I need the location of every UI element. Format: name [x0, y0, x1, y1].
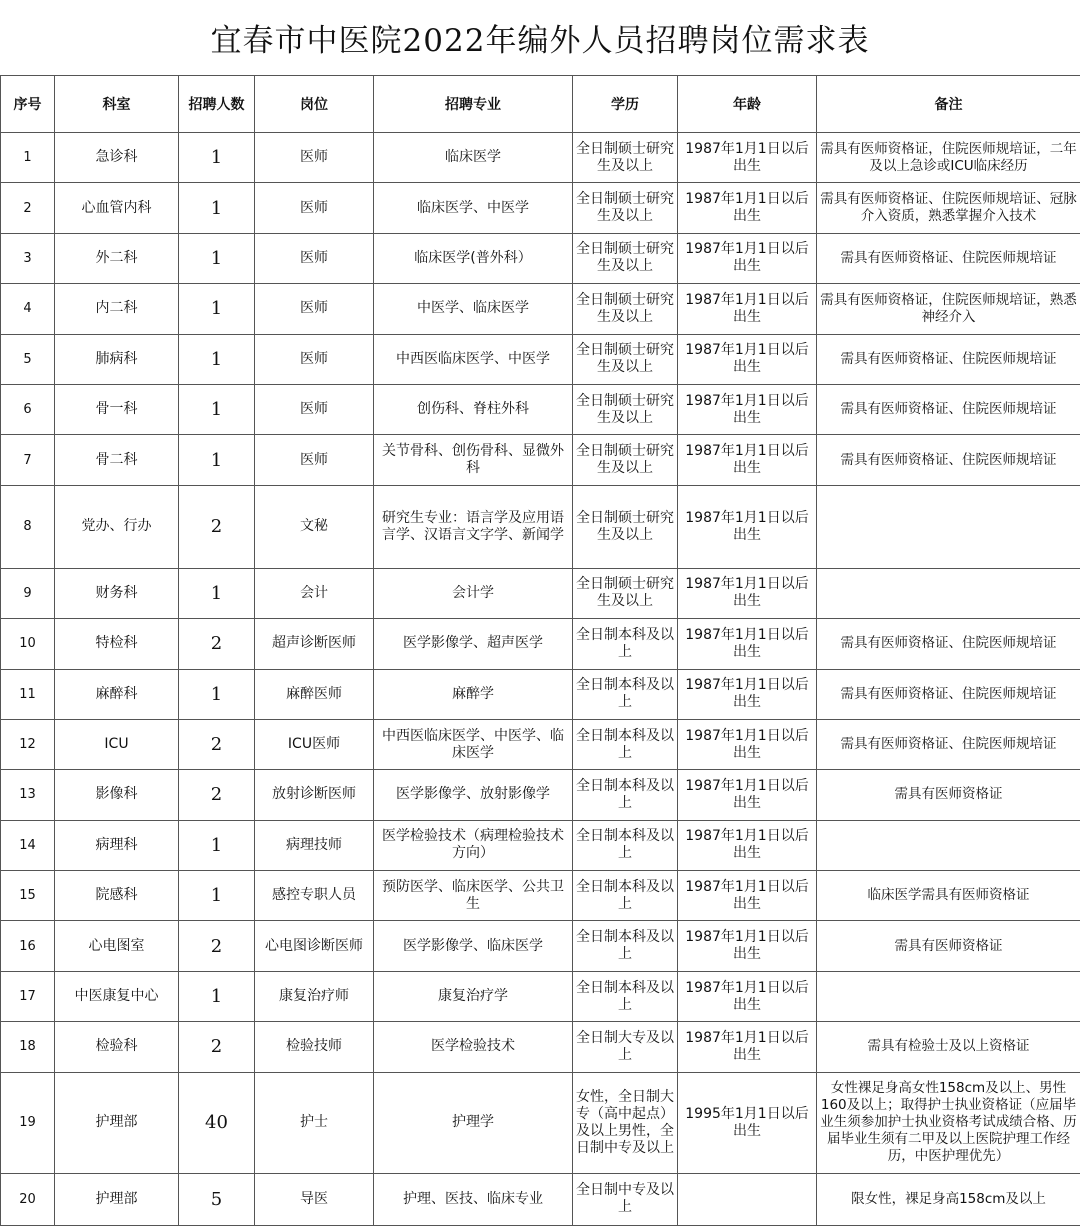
cell-major: 中西医临床医学、中医学 — [374, 334, 573, 384]
cell-post: 会计 — [255, 568, 374, 618]
cell-dept: 护理部 — [55, 1072, 179, 1173]
cell-major: 研究生专业：语言学及应用语言学、汉语言文字学、新闻学 — [374, 485, 573, 568]
cell-edu: 全日制硕士研究生及以上 — [573, 233, 678, 283]
cell-major: 医学影像学、超声医学 — [374, 619, 573, 669]
cell-seq: 7 — [1, 435, 55, 485]
cell-age: 1987年1月1日以后出生 — [678, 284, 817, 334]
cell-note: 需具有医师资格证 — [817, 921, 1080, 971]
cell-dept: 特检科 — [55, 619, 179, 669]
cell-age: 1987年1月1日以后出生 — [678, 233, 817, 283]
cell-note: 需具有医师资格证、住院医师规培证 — [817, 233, 1080, 283]
cell-major: 护理学 — [374, 1072, 573, 1173]
cell-seq: 20 — [1, 1173, 55, 1225]
cell-dept: 内二科 — [55, 284, 179, 334]
cell-seq: 1 — [1, 133, 55, 183]
cell-major: 医学影像学、临床医学 — [374, 921, 573, 971]
cell-note: 需具有医师资格证 — [817, 770, 1080, 820]
cell-post: ICU医师 — [255, 719, 374, 769]
header-major: 招聘专业 — [374, 76, 573, 133]
header-post: 岗位 — [255, 76, 374, 133]
cell-dept: 影像科 — [55, 770, 179, 820]
cell-post: 医师 — [255, 233, 374, 283]
cell-count: 1 — [179, 284, 255, 334]
cell-post: 导医 — [255, 1173, 374, 1225]
cell-major: 会计学 — [374, 568, 573, 618]
cell-edu: 全日制硕士研究生及以上 — [573, 284, 678, 334]
cell-major: 临床医学 — [374, 133, 573, 183]
cell-post: 医师 — [255, 183, 374, 233]
cell-note: 需具有医师资格证，住院医师规培证，熟悉神经介入 — [817, 284, 1080, 334]
header-edu: 学历 — [573, 76, 678, 133]
cell-note — [817, 485, 1080, 568]
cell-edu: 全日制本科及以上 — [573, 820, 678, 870]
page-title: 宜春市中医院2022年编外人员招聘岗位需求表 — [0, 0, 1080, 76]
cell-dept: 院感科 — [55, 871, 179, 921]
table-row — [1, 485, 1080, 568]
cell-seq: 14 — [1, 820, 55, 870]
cell-note: 女性裸足身高女性158cm及以上、男性160及以上；取得护士执业资格证（应届毕业生须参加护士执业资格考试成绩合格、历届毕业生须有二甲及以上医院护理工作经历，中医护理优先） — [817, 1072, 1080, 1173]
cell-age: 1987年1月1日以后出生 — [678, 820, 817, 870]
cell-dept: 急诊科 — [55, 133, 179, 183]
cell-age: 1987年1月1日以后出生 — [678, 619, 817, 669]
cell-dept: 肺病科 — [55, 334, 179, 384]
table-row — [1, 820, 1080, 870]
cell-seq: 2 — [1, 183, 55, 233]
cell-dept: 心电图室 — [55, 921, 179, 971]
cell-post: 检验技师 — [255, 1022, 374, 1072]
cell-edu: 全日制硕士研究生及以上 — [573, 485, 678, 568]
cell-dept: 党办、行办 — [55, 485, 179, 568]
cell-note: 需具有医师资格证、住院医师规培证 — [817, 384, 1080, 434]
cell-post: 文秘 — [255, 485, 374, 568]
table-row — [1, 921, 1080, 971]
header-count: 招聘人数 — [179, 76, 255, 133]
cell-age: 1987年1月1日以后出生 — [678, 334, 817, 384]
cell-edu: 全日制本科及以上 — [573, 619, 678, 669]
cell-age: 1987年1月1日以后出生 — [678, 921, 817, 971]
cell-age — [678, 1173, 817, 1225]
cell-count: 1 — [179, 568, 255, 618]
cell-post: 护士 — [255, 1072, 374, 1173]
cell-count: 2 — [179, 921, 255, 971]
cell-seq: 16 — [1, 921, 55, 971]
table-row — [1, 384, 1080, 434]
cell-seq: 6 — [1, 384, 55, 434]
cell-edu: 全日制硕士研究生及以上 — [573, 568, 678, 618]
cell-count: 1 — [179, 871, 255, 921]
cell-note: 限女性，裸足身高158cm及以上 — [817, 1173, 1080, 1225]
header-note: 备注 — [817, 76, 1080, 133]
cell-dept: 骨一科 — [55, 384, 179, 434]
cell-edu: 女性，全日制大专（高中起点）及以上男性，全日制中专及以上 — [573, 1072, 678, 1173]
header-dept: 科室 — [55, 76, 179, 133]
cell-note: 需具有医师资格证，住院医师规培证，二年及以上急诊或ICU临床经历 — [817, 133, 1080, 183]
cell-count: 2 — [179, 719, 255, 769]
cell-major: 中西医临床医学、中医学、临床医学 — [374, 719, 573, 769]
cell-note: 需具有检验士及以上资格证 — [817, 1022, 1080, 1072]
recruitment-table — [0, 75, 1080, 1226]
cell-seq: 15 — [1, 871, 55, 921]
cell-post: 医师 — [255, 435, 374, 485]
cell-count: 1 — [179, 384, 255, 434]
cell-edu: 全日制本科及以上 — [573, 770, 678, 820]
cell-note: 需具有医师资格证、住院医师规培证、冠脉介入资质，熟悉掌握介入技术 — [817, 183, 1080, 233]
cell-count: 40 — [179, 1072, 255, 1173]
table-row — [1, 284, 1080, 334]
cell-dept: ICU — [55, 719, 179, 769]
table-row — [1, 1022, 1080, 1072]
cell-edu: 全日制硕士研究生及以上 — [573, 435, 678, 485]
cell-edu: 全日制本科及以上 — [573, 971, 678, 1021]
cell-dept: 病理科 — [55, 820, 179, 870]
cell-age: 1987年1月1日以后出生 — [678, 568, 817, 618]
table-row — [1, 133, 1080, 183]
cell-note: 需具有医师资格证、住院医师规培证 — [817, 435, 1080, 485]
cell-count: 1 — [179, 435, 255, 485]
table-row — [1, 183, 1080, 233]
cell-seq: 13 — [1, 770, 55, 820]
cell-seq: 9 — [1, 568, 55, 618]
table-row — [1, 619, 1080, 669]
cell-dept: 心血管内科 — [55, 183, 179, 233]
cell-seq: 18 — [1, 1022, 55, 1072]
cell-age: 1995年1月1日以后出生 — [678, 1072, 817, 1173]
cell-count: 1 — [179, 133, 255, 183]
cell-edu: 全日制本科及以上 — [573, 871, 678, 921]
table-row — [1, 971, 1080, 1021]
cell-age: 1987年1月1日以后出生 — [678, 384, 817, 434]
table-row — [1, 1072, 1080, 1173]
cell-count: 5 — [179, 1173, 255, 1225]
cell-note: 需具有医师资格证、住院医师规培证 — [817, 719, 1080, 769]
cell-dept: 护理部 — [55, 1173, 179, 1225]
table-row — [1, 233, 1080, 283]
cell-seq: 8 — [1, 485, 55, 568]
cell-seq: 17 — [1, 971, 55, 1021]
cell-major: 关节骨科、创伤骨科、显微外科 — [374, 435, 573, 485]
table-row — [1, 334, 1080, 384]
cell-seq: 12 — [1, 719, 55, 769]
header-row — [1, 76, 1080, 133]
cell-note: 需具有医师资格证、住院医师规培证 — [817, 669, 1080, 719]
cell-edu: 全日制硕士研究生及以上 — [573, 334, 678, 384]
cell-dept: 检验科 — [55, 1022, 179, 1072]
cell-major: 护理、医技、临床专业 — [374, 1173, 573, 1225]
cell-post: 病理技师 — [255, 820, 374, 870]
cell-age: 1987年1月1日以后出生 — [678, 435, 817, 485]
cell-post: 康复治疗师 — [255, 971, 374, 1021]
cell-dept: 中医康复中心 — [55, 971, 179, 1021]
cell-note: 临床医学需具有医师资格证 — [817, 871, 1080, 921]
cell-count: 1 — [179, 971, 255, 1021]
cell-major: 医学检验技术（病理检验技术方向） — [374, 820, 573, 870]
cell-dept: 外二科 — [55, 233, 179, 283]
cell-age: 1987年1月1日以后出生 — [678, 971, 817, 1021]
cell-edu: 全日制本科及以上 — [573, 921, 678, 971]
cell-post: 医师 — [255, 384, 374, 434]
table-row — [1, 1173, 1080, 1225]
table-row — [1, 770, 1080, 820]
cell-dept: 麻醉科 — [55, 669, 179, 719]
cell-seq: 5 — [1, 334, 55, 384]
cell-count: 1 — [179, 820, 255, 870]
table-row — [1, 568, 1080, 618]
cell-age: 1987年1月1日以后出生 — [678, 133, 817, 183]
cell-major: 麻醉学 — [374, 669, 573, 719]
cell-major: 临床医学、中医学 — [374, 183, 573, 233]
cell-major: 医学影像学、放射影像学 — [374, 770, 573, 820]
cell-age: 1987年1月1日以后出生 — [678, 719, 817, 769]
cell-note — [817, 568, 1080, 618]
cell-major: 康复治疗学 — [374, 971, 573, 1021]
cell-edu: 全日制硕士研究生及以上 — [573, 133, 678, 183]
table-row — [1, 719, 1080, 769]
table-row — [1, 435, 1080, 485]
cell-seq: 10 — [1, 619, 55, 669]
cell-post: 超声诊断医师 — [255, 619, 374, 669]
header-age: 年龄 — [678, 76, 817, 133]
cell-age: 1987年1月1日以后出生 — [678, 183, 817, 233]
cell-edu: 全日制本科及以上 — [573, 669, 678, 719]
cell-age: 1987年1月1日以后出生 — [678, 669, 817, 719]
cell-count: 1 — [179, 669, 255, 719]
cell-note — [817, 971, 1080, 1021]
cell-major: 中医学、临床医学 — [374, 284, 573, 334]
cell-post: 感控专职人员 — [255, 871, 374, 921]
cell-count: 2 — [179, 1022, 255, 1072]
cell-age: 1987年1月1日以后出生 — [678, 1022, 817, 1072]
cell-major: 预防医学、临床医学、公共卫生 — [374, 871, 573, 921]
cell-post: 医师 — [255, 334, 374, 384]
cell-edu: 全日制硕士研究生及以上 — [573, 183, 678, 233]
cell-note — [817, 820, 1080, 870]
cell-post: 麻醉医师 — [255, 669, 374, 719]
cell-post: 医师 — [255, 133, 374, 183]
cell-post: 医师 — [255, 284, 374, 334]
cell-edu: 全日制大专及以上 — [573, 1022, 678, 1072]
cell-post: 心电图诊断医师 — [255, 921, 374, 971]
cell-age: 1987年1月1日以后出生 — [678, 770, 817, 820]
cell-major: 医学检验技术 — [374, 1022, 573, 1072]
cell-note: 需具有医师资格证、住院医师规培证 — [817, 334, 1080, 384]
cell-seq: 19 — [1, 1072, 55, 1173]
cell-post: 放射诊断医师 — [255, 770, 374, 820]
cell-age: 1987年1月1日以后出生 — [678, 871, 817, 921]
cell-major: 创伤科、脊柱外科 — [374, 384, 573, 434]
cell-count: 2 — [179, 485, 255, 568]
cell-count: 1 — [179, 233, 255, 283]
cell-age: 1987年1月1日以后出生 — [678, 485, 817, 568]
cell-count: 1 — [179, 334, 255, 384]
header-seq: 序号 — [1, 76, 55, 133]
cell-edu: 全日制硕士研究生及以上 — [573, 384, 678, 434]
cell-dept: 骨二科 — [55, 435, 179, 485]
cell-count: 1 — [179, 183, 255, 233]
cell-count: 2 — [179, 770, 255, 820]
cell-count: 2 — [179, 619, 255, 669]
cell-note: 需具有医师资格证、住院医师规培证 — [817, 619, 1080, 669]
cell-dept: 财务科 — [55, 568, 179, 618]
cell-edu: 全日制中专及以上 — [573, 1173, 678, 1225]
cell-seq: 3 — [1, 233, 55, 283]
cell-major: 临床医学(普外科） — [374, 233, 573, 283]
cell-seq: 11 — [1, 669, 55, 719]
table-row — [1, 871, 1080, 921]
table-row — [1, 669, 1080, 719]
cell-edu: 全日制本科及以上 — [573, 719, 678, 769]
cell-seq: 4 — [1, 284, 55, 334]
